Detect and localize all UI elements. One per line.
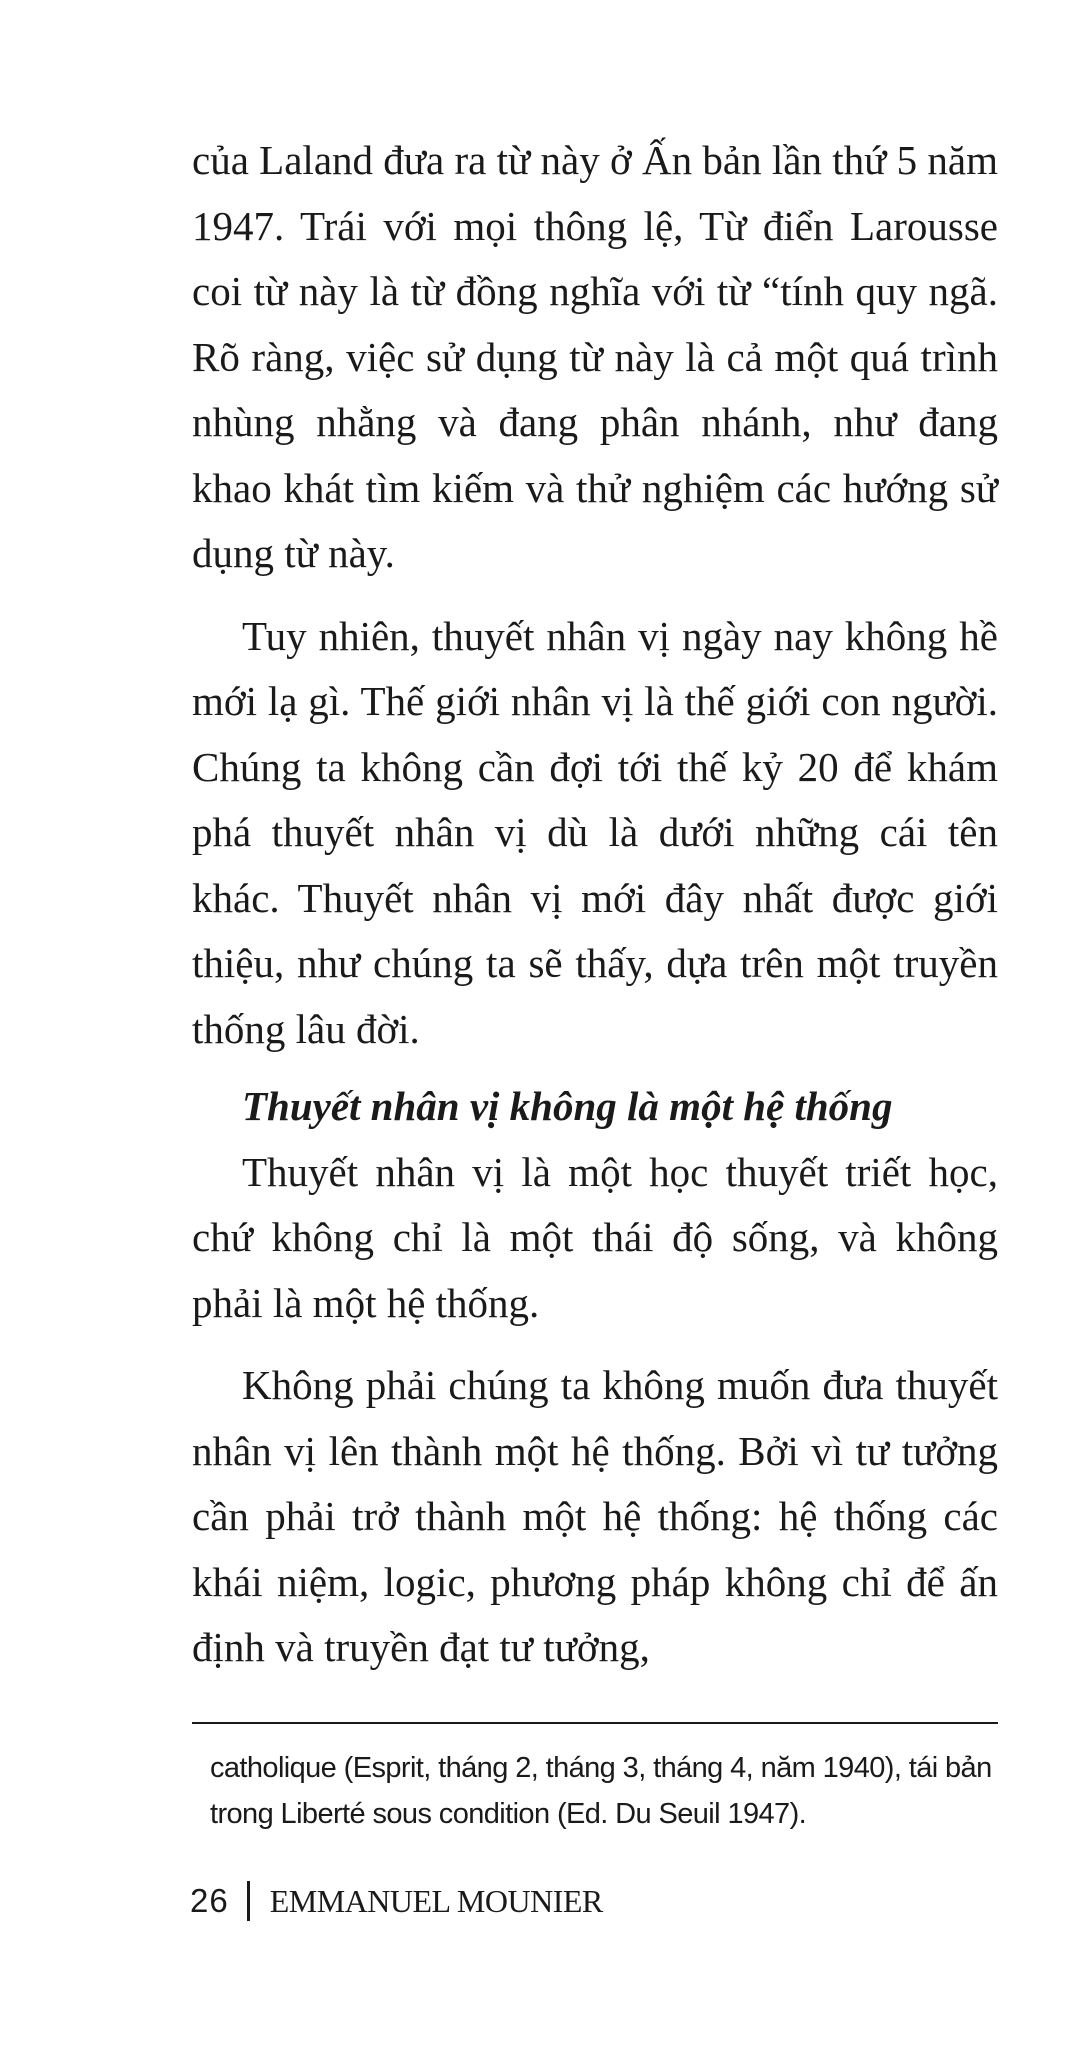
footer-separator <box>247 1881 250 1921</box>
running-footer <box>190 1877 603 1925</box>
paragraph: Tuy nhiên, thuyết nhân vị ngày nay không hề mới lạ gì. Thế giới nhân vị là thế giới con người. Chúng ta không cần đợi tới thế kỷ 20 để khám phá thuyết nhân vị dù là dưới những cái tên khác. Thuyết nhân vị mới đây nhất được giới thiệu, như chúng ta sẽ thấy, dựa trên một truyền thống lâu đời. <box>192 612 998 1052</box>
section-heading: Thuyết nhân vị không là một hệ thống <box>242 1083 893 1129</box>
page-number: 26 <box>190 1882 229 1919</box>
paragraph: Không phải chúng ta không muốn đưa thuyết nhân vị lên thành một hệ thống. Bởi vì tư tưởng cần phải trở thành một hệ thống: hệ thống các khái niệm, logic, phương pháp không chỉ để ấn định và truyền đạt tư tưởng, <box>192 1362 998 1670</box>
author-name: EMMANUEL MOUNIER <box>269 1883 603 1919</box>
footnote-divider <box>192 1722 998 1724</box>
footnote: catholique (Esprit, tháng 2, tháng 3, tháng 4, năm 1940), tái bản trong Liberté sous condition (Ed. Du Seuil 1947). <box>210 1752 992 1830</box>
paragraph: Thuyết nhân vị là một học thuyết triết học, chứ không chỉ là một thái độ sống, và không phải là một hệ thống. <box>192 1148 998 1326</box>
paragraph-continued: của Laland đưa ra từ này ở Ấn bản lần thứ 5 năm 1947. Trái với mọi thông lệ, Từ điển Larousse coi từ này là từ đồng nghĩa với từ “tính quy ngã. Rõ ràng, việc sử dụng từ này là cả một quá trình nhùng nhằng và đang phân nhánh, như đang khao khát tìm kiếm và thử nghiệm các hướng sử dụng từ này. <box>192 137 998 576</box>
page-body <box>192 128 998 1681</box>
